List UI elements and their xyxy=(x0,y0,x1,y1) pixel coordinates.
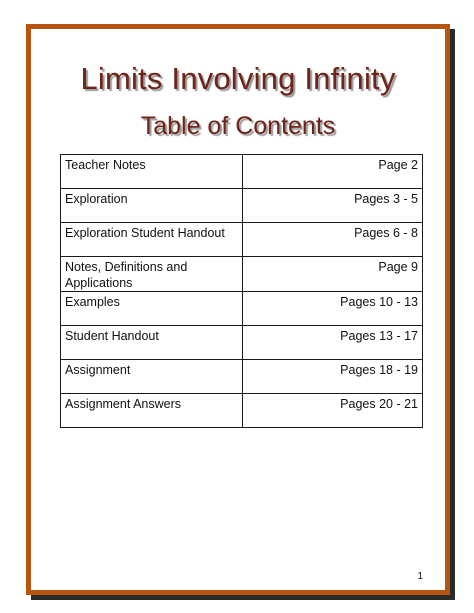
table-row xyxy=(61,189,423,223)
table-row xyxy=(61,223,423,257)
page-border-frame xyxy=(26,24,450,595)
toc-entry-pages: Pages 13 - 17 xyxy=(243,326,423,360)
toc-entry-pages: Page 2 xyxy=(243,155,423,189)
table-row xyxy=(61,394,423,428)
toc-entry-pages: Pages 18 - 19 xyxy=(243,360,423,394)
toc-entry-pages: Pages 6 - 8 xyxy=(243,223,423,257)
table-row xyxy=(61,257,423,292)
toc-entry-title: Teacher Notes xyxy=(61,155,243,189)
page-number: 1 xyxy=(417,571,423,582)
table-row xyxy=(61,292,423,326)
table-row xyxy=(61,360,423,394)
toc-entry-title: Exploration xyxy=(61,189,243,223)
toc-entry-pages: Page 9 xyxy=(243,257,423,292)
toc-entry-title: Examples xyxy=(61,292,243,326)
table-row xyxy=(61,155,423,189)
table-row xyxy=(61,326,423,360)
table-of-contents xyxy=(60,154,423,428)
document-title: Limits Involving Infinity xyxy=(80,61,396,96)
toc-entry-pages: Pages 3 - 5 xyxy=(243,189,423,223)
toc-entry-title: Student Handout xyxy=(61,326,243,360)
document-subtitle: Table of Contents xyxy=(140,112,336,140)
toc-entry-title: Assignment Answers xyxy=(61,394,243,428)
toc-entry-title: Notes, Definitions and Applications xyxy=(61,257,243,292)
toc-entry-pages: Pages 20 - 21 xyxy=(243,394,423,428)
toc-entry-title: Assignment xyxy=(61,360,243,394)
toc-entry-title: Exploration Student Handout xyxy=(61,223,243,257)
toc-entry-pages: Pages 10 - 13 xyxy=(243,292,423,326)
